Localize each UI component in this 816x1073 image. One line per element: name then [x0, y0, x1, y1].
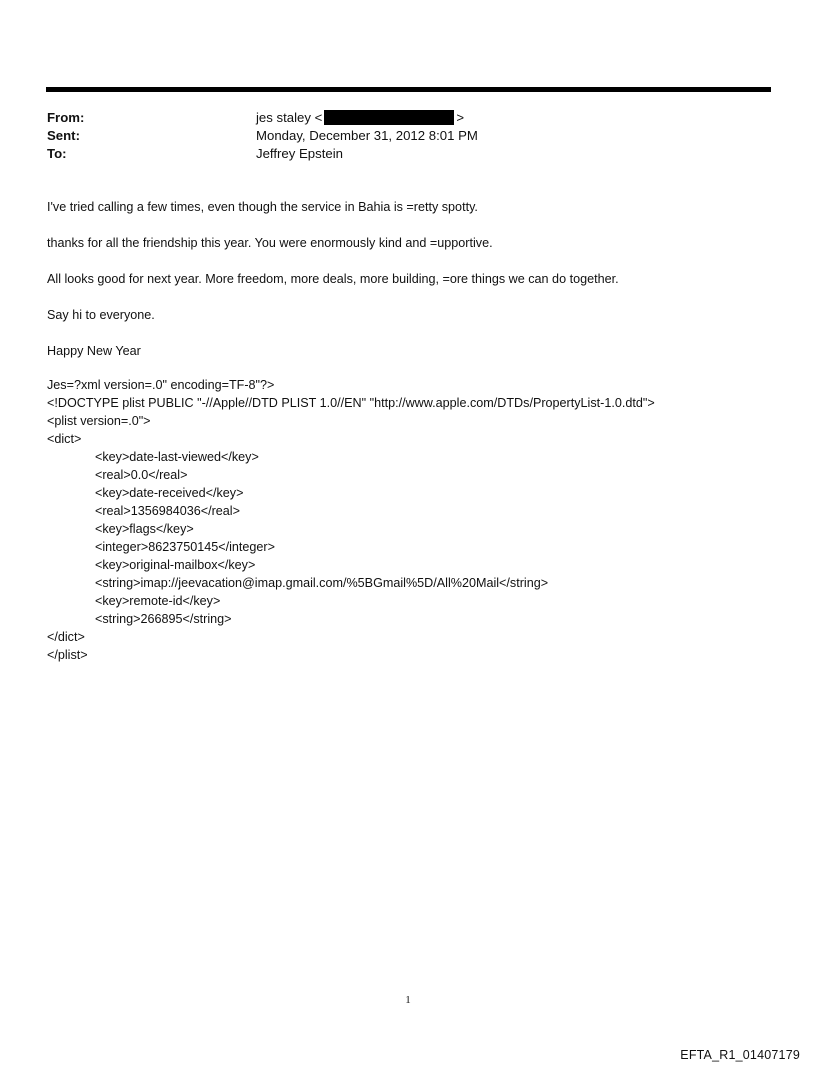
- code-line: <integer>8623750145</integer>: [95, 540, 275, 554]
- to-value: Jeffrey Epstein: [256, 146, 343, 161]
- code-line: <string>imap://jeevacation@imap.gmail.com/%5BGmail%5D/All%20Mail</string>: [95, 576, 549, 590]
- bates-number: EFTA_R1_01407179: [680, 1048, 800, 1062]
- code-line: <key>remote-id</key>: [95, 594, 221, 608]
- email-body: [47, 198, 777, 360]
- code-line: Jes=?xml version=.0" encoding=TF-8"?>: [47, 378, 275, 392]
- body-paragraph: I've tried calling a few times, even though the service in Bahia is =retty spotty.: [47, 200, 478, 214]
- code-line: <key>flags</key>: [95, 522, 194, 536]
- body-paragraph: Happy New Year: [47, 344, 141, 358]
- from-suffix: >: [456, 110, 465, 125]
- code-line: </dict>: [47, 630, 85, 644]
- sent-value: Monday, December 31, 2012 8:01 PM: [256, 128, 478, 143]
- plist-code-block: [47, 376, 777, 664]
- email-header: [47, 109, 747, 163]
- to-label: To:: [47, 146, 67, 161]
- from-name: jes staley <: [256, 110, 323, 125]
- sent-label: Sent:: [47, 128, 80, 143]
- header-divider: [46, 87, 771, 92]
- code-line: <!DOCTYPE plist PUBLIC "-//Apple//DTD PLIST 1.0//EN" "http://www.apple.com/DTDs/PropertyList-1.0.dtd">: [47, 396, 655, 410]
- code-line: <dict>: [47, 432, 82, 446]
- code-line: <key>date-last-viewed</key>: [95, 450, 259, 464]
- body-paragraph: Say hi to everyone.: [47, 308, 155, 322]
- from-row: [47, 109, 747, 127]
- code-line: <real>0.0</real>: [95, 468, 188, 482]
- from-label: From:: [47, 110, 85, 125]
- code-line: <key>date-received</key>: [95, 486, 244, 500]
- code-line: <real>1356984036</real>: [95, 504, 240, 518]
- to-row: [47, 145, 747, 163]
- body-paragraph: thanks for all the friendship this year. You were enormously kind and =upportive.: [47, 236, 493, 250]
- from-value: [256, 109, 747, 127]
- code-line: <string>266895</string>: [95, 612, 232, 626]
- body-paragraph: All looks good for next year. More freedom, more deals, more building, =ore things we can do together.: [47, 272, 619, 286]
- page-number: 1: [405, 994, 411, 1006]
- redaction-block: [324, 110, 454, 125]
- sent-row: [47, 127, 747, 145]
- code-line: </plist>: [47, 648, 88, 662]
- code-line: <key>original-mailbox</key>: [95, 558, 256, 572]
- code-line: <plist version=.0">: [47, 414, 151, 428]
